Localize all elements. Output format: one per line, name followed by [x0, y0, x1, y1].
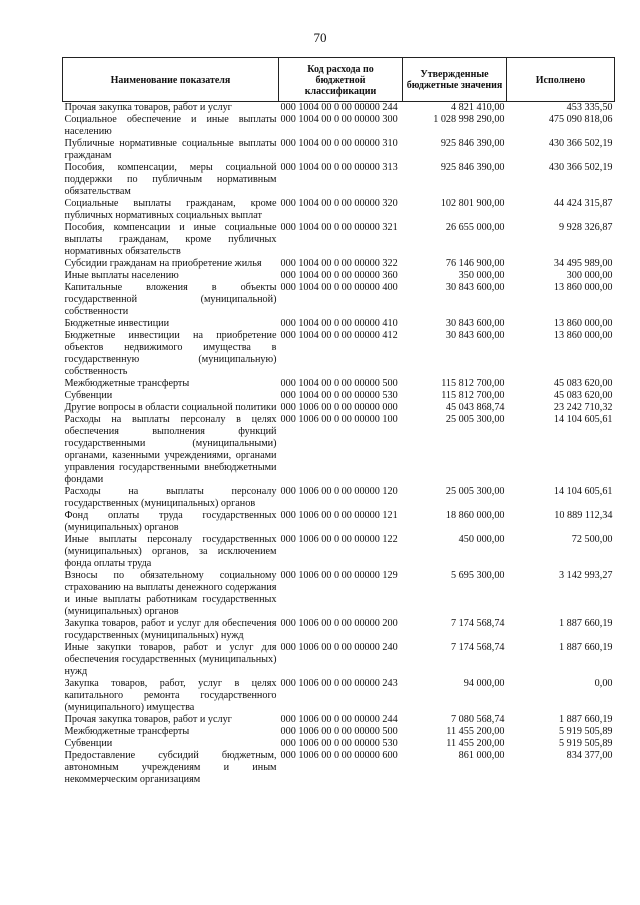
expense-code-cell: 000 1004 00 0 00 00000 530 [280, 390, 398, 401]
expense-code-cell: 000 1004 00 0 00 00000 321 [280, 222, 398, 233]
table-row [63, 618, 615, 642]
approved-value-cell: 76 146 900,00 [445, 258, 505, 269]
table-row [63, 726, 615, 738]
indicator-name-cell: Фонд оплаты труда государственных (муниципальных) органов [64, 510, 277, 533]
approved-value-cell: 450 000,00 [458, 534, 505, 545]
indicator-name-cell: Капитальные вложения в объекты государственной (муниципальной) собственности [64, 282, 277, 317]
budget-execution-table [62, 57, 615, 786]
indicator-name-cell: Иные закупки товаров, работ и услуг для обеспечения государственных (муниципальных) нужд [64, 642, 277, 677]
expense-code-cell: 000 1006 00 0 00 00000 244 [280, 714, 398, 725]
table-row [63, 330, 615, 378]
indicator-name-cell: Бюджетные инвестиции [64, 318, 170, 329]
executed-value-cell: 475 090 818,06 [548, 114, 613, 125]
approved-value-cell: 18 860 000,00 [445, 510, 505, 521]
table-row [63, 222, 615, 258]
indicator-name-cell: Закупка товаров, работ, услуг в целях капитального ремонта государственного (муниципального) имущества [64, 678, 277, 713]
expense-code-cell: 000 1006 00 0 00 00000 600 [280, 750, 398, 761]
indicator-name-cell: Субсидии гражданам на приобретение жилья [64, 258, 262, 269]
indicator-name-cell: Социальные выплаты гражданам, кроме публичных нормативных социальных выплат [64, 198, 277, 221]
table-row [63, 390, 615, 402]
table-row [63, 750, 615, 786]
indicator-name-cell: Расходы на выплаты персоналу государственных (муниципальных) органов [64, 486, 277, 509]
indicator-name-cell: Субвенции [64, 738, 113, 749]
executed-value-cell: 10 889 112,34 [554, 510, 613, 521]
expense-code-cell: 000 1004 00 0 00 00000 313 [280, 162, 398, 173]
indicator-name-cell: Межбюджетные трансферты [64, 378, 190, 389]
approved-value-cell: 5 695 300,00 [451, 570, 505, 581]
table-row [63, 162, 615, 198]
approved-value-cell: 7 174 568,74 [451, 642, 505, 653]
executed-value-cell: 5 919 505,89 [559, 726, 613, 737]
indicator-name-cell: Взносы по обязательному социальному страхованию на выплаты денежного содержания и иные выплаты работникам государственных (муниципальных) органов [64, 570, 277, 617]
expense-code-cell: 000 1004 00 0 00 00000 360 [280, 270, 398, 281]
table-row [63, 318, 615, 330]
table-row [63, 270, 615, 282]
approved-value-cell: 861 000,00 [458, 750, 505, 761]
expense-code-cell: 000 1004 00 0 00 00000 244 [280, 102, 398, 113]
approved-value-cell: 925 846 390,00 [440, 162, 505, 173]
page-number: 70 [313, 30, 327, 45]
expense-code-cell: 000 1004 00 0 00 00000 410 [280, 318, 398, 329]
approved-value-cell: 45 043 868,74 [445, 402, 505, 413]
executed-value-cell: 0,00 [594, 678, 613, 689]
executed-value-cell: 1 887 660,19 [559, 714, 613, 725]
expense-code-cell: 000 1004 00 0 00 00000 300 [280, 114, 398, 125]
approved-value-cell: 4 821 410,00 [451, 102, 505, 113]
executed-value-cell: 14 104 605,61 [553, 486, 613, 497]
approved-value-cell: 30 843 600,00 [445, 318, 505, 329]
executed-value-cell: 453 335,50 [566, 102, 613, 113]
indicator-name-cell: Субвенции [64, 390, 113, 401]
indicator-name-cell: Пособия, компенсации и иные социальные выплаты гражданам, кроме публичных нормативных обязательств [64, 222, 277, 257]
expense-code-cell: 000 1004 00 0 00 00000 500 [280, 378, 398, 389]
executed-value-cell: 44 424 315,87 [553, 198, 613, 209]
approved-value-cell: 7 080 568,74 [451, 714, 505, 725]
executed-value-cell: 1 887 660,19 [559, 642, 613, 653]
indicator-name-cell: Другие вопросы в области социальной политики [64, 402, 277, 413]
indicator-name-cell: Бюджетные инвестиции на приобретение объектов недвижимого имущества в государственную (муниципальную) собственность [64, 330, 277, 377]
approved-value-cell: 925 846 390,00 [440, 138, 505, 149]
executed-value-cell: 5 919 505,89 [559, 738, 613, 749]
approved-value-cell: 115 812 700,00 [441, 378, 505, 389]
table-row [63, 714, 615, 726]
executed-value-cell: 13 860 000,00 [553, 282, 613, 293]
approved-value-cell: 11 455 200,00 [446, 726, 505, 737]
executed-value-cell: 9 928 326,87 [559, 222, 613, 233]
approved-value-cell: 26 655 000,00 [445, 222, 505, 233]
indicator-name-cell: Закупка товаров, работ и услуг для обеспечения государственных (муниципальных) нужд [64, 618, 277, 641]
approved-value-cell: 115 812 700,00 [441, 390, 505, 401]
expense-code-cell: 000 1006 00 0 00 00000 500 [280, 726, 398, 737]
approved-value-cell: 11 455 200,00 [446, 738, 505, 749]
indicator-name-cell: Расходы на выплаты персоналу в целях обеспечения выполнения функций государственными (муниципальными) органами, казенными учреждениями, органами управления государственными внебюджетными фондами [64, 414, 277, 485]
executed-value-cell: 430 366 502,19 [548, 162, 613, 173]
table-row [63, 198, 615, 222]
executed-value-cell: 14 104 605,61 [553, 414, 613, 425]
table-row [63, 102, 615, 115]
expense-code-cell: 000 1006 00 0 00 00000 243 [280, 678, 398, 689]
table-row [63, 510, 615, 534]
indicator-name-cell: Иные выплаты населению [64, 270, 179, 281]
table-row [63, 678, 615, 714]
executed-value-cell: 45 083 620,00 [553, 390, 613, 401]
executed-value-cell: 13 860 000,00 [553, 318, 613, 329]
table-header-row [63, 58, 615, 102]
approved-value-cell: 350 000,00 [458, 270, 505, 281]
header-executed: Исполнено [507, 58, 615, 102]
table-row [63, 282, 615, 318]
header-approved-values: Утвержденные бюджетные значения [403, 58, 507, 102]
header-expense-code: Код расхода по бюджетной классификации [279, 58, 403, 102]
approved-value-cell: 25 005 300,00 [445, 486, 505, 497]
executed-value-cell: 45 083 620,00 [553, 378, 613, 389]
approved-value-cell: 30 843 600,00 [445, 330, 505, 341]
approved-value-cell: 1 028 998 290,00 [433, 114, 505, 125]
executed-value-cell: 300 000,00 [566, 270, 613, 281]
approved-value-cell: 102 801 900,00 [440, 198, 505, 209]
indicator-name-cell: Прочая закупка товаров, работ и услуг [64, 102, 232, 113]
expense-code-cell: 000 1006 00 0 00 00000 200 [280, 618, 398, 629]
expense-code-cell: 000 1006 00 0 00 00000 129 [280, 570, 398, 581]
expense-code-cell: 000 1006 00 0 00 00000 120 [280, 486, 398, 497]
expense-code-cell: 000 1006 00 0 00 00000 122 [280, 534, 398, 545]
table-row [63, 738, 615, 750]
expense-code-cell: 000 1006 00 0 00 00000 121 [280, 510, 398, 521]
executed-value-cell: 13 860 000,00 [553, 330, 613, 341]
executed-value-cell: 34 495 989,00 [553, 258, 613, 269]
indicator-name-cell: Иные выплаты персоналу государственных (муниципальных) органов, за исключением фонда оплаты труда [64, 534, 277, 569]
indicator-name-cell: Предоставление субсидий бюджетным, автономным учреждениям и иным некоммерческим организациям [64, 750, 277, 785]
table-row [63, 402, 615, 414]
approved-value-cell: 25 005 300,00 [445, 414, 505, 425]
approved-value-cell: 7 174 568,74 [451, 618, 505, 629]
expense-code-cell: 000 1004 00 0 00 00000 412 [280, 330, 398, 341]
table-body [63, 102, 615, 787]
table-row [63, 534, 615, 570]
table-row [63, 114, 615, 138]
expense-code-cell: 000 1006 00 0 00 00000 240 [280, 642, 398, 653]
indicator-name-cell: Пособия, компенсации, меры социальной поддержки по публичным нормативным обязательствам [64, 162, 277, 197]
table-row [63, 414, 615, 486]
executed-value-cell: 3 142 993,27 [559, 570, 613, 581]
table-row [63, 138, 615, 162]
executed-value-cell: 834 377,00 [566, 750, 613, 761]
table-row [63, 642, 615, 678]
expense-code-cell: 000 1004 00 0 00 00000 400 [280, 282, 398, 293]
indicator-name-cell: Социальное обеспечение и иные выплаты населению [64, 114, 277, 137]
expense-code-cell: 000 1004 00 0 00 00000 322 [280, 258, 398, 269]
indicator-name-cell: Межбюджетные трансферты [64, 726, 190, 737]
expense-code-cell: 000 1006 00 0 00 00000 000 [280, 402, 398, 413]
executed-value-cell: 23 242 710,32 [553, 402, 613, 413]
expense-code-cell: 000 1006 00 0 00 00000 530 [280, 738, 398, 749]
indicator-name-cell: Публичные нормативные социальные выплаты гражданам [64, 138, 277, 161]
executed-value-cell: 72 500,00 [571, 534, 613, 545]
table-row [63, 258, 615, 270]
approved-value-cell: 94 000,00 [463, 678, 505, 689]
approved-value-cell: 30 843 600,00 [445, 282, 505, 293]
executed-value-cell: 430 366 502,19 [548, 138, 613, 149]
table-row [63, 570, 615, 618]
expense-code-cell: 000 1006 00 0 00 00000 100 [280, 414, 398, 425]
executed-value-cell: 1 887 660,19 [559, 618, 613, 629]
header-indicator-name: Наименование показателя [63, 58, 279, 102]
table-row [63, 486, 615, 510]
expense-code-cell: 000 1004 00 0 00 00000 320 [280, 198, 398, 209]
table-row [63, 378, 615, 390]
expense-code-cell: 000 1004 00 0 00 00000 310 [280, 138, 398, 149]
indicator-name-cell: Прочая закупка товаров, работ и услуг [64, 714, 232, 725]
